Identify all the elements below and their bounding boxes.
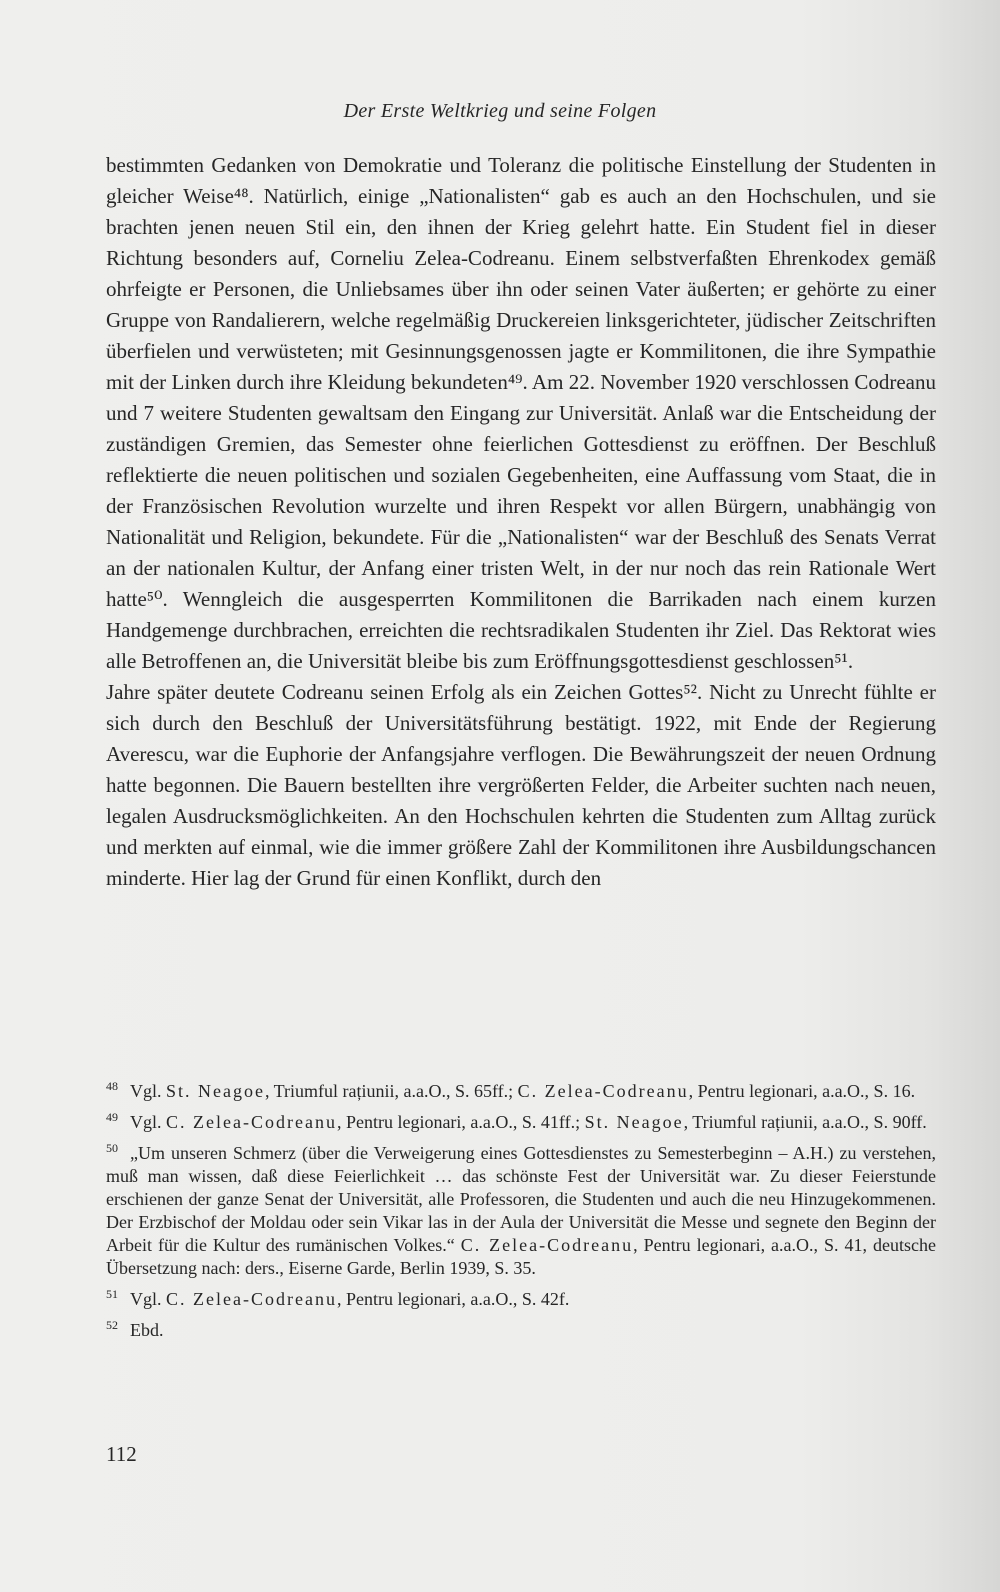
footnote-number: 49 [106, 1110, 118, 1124]
footnote-author: C. Zelea-Codreanu [517, 1081, 689, 1101]
footnote-text: , Pentru legionari, a.a.O., S. 16. [688, 1081, 916, 1101]
footnote-text: , Triumful rațiunii, a.a.O., S. 90ff. [683, 1112, 927, 1132]
paragraph-2: Jahre später deutete Codreanu seinen Erfolg als ein Zeichen Gottes⁵². Nicht zu Unrecht fühlte er sich durch den Beschluß der Universitätsführung bestätigt. 1922, mit Ende der Regierung Averescu, war die Euphorie der Anfangsjahre verflogen. Die Bewährungszeit der neuen Ordnung hatte begonnen. Die Bauern bestellten ihre vergrößerten Felder, die Arbeiter suchten nach neuen, legalen Ausdrucksmöglichkeiten. An den Hochschulen kehrten die Studenten zum Alltag zurück und merkten auf einmal, wie die immer größere Zahl der Kommilitonen ihre Ausbildungschancen minderte. Hier lag der Grund für einen Konflikt, durch den [106, 680, 936, 890]
footnote-49 [106, 1106, 936, 1134]
footnote-author: C. Zelea-Codreanu [166, 1289, 337, 1309]
footnote-number: 50 [106, 1141, 118, 1155]
footnote-51 [106, 1283, 936, 1311]
footnote-text: Vgl. [130, 1081, 166, 1101]
page-number: 112 [106, 1442, 137, 1466]
footnote-52 [106, 1314, 936, 1342]
main-text [106, 150, 936, 894]
footnote-text: , Pentru legionari, a.a.O., S. 42f. [336, 1289, 570, 1309]
footnote-author: St. Neagoe [166, 1081, 265, 1101]
footnote-text: , Pentru legionari, a.a.O., S. 41ff.; [336, 1112, 585, 1132]
footnotes [106, 1075, 936, 1345]
footnote-number: 52 [106, 1318, 118, 1332]
footnote-text: Ebd. [130, 1320, 164, 1340]
footnote-text: , Triumful rațiunii, a.a.O., S. 65ff.; [264, 1081, 518, 1101]
paragraph-1: bestimmten Gedanken von Demokratie und Toleranz die politische Einstellung der Studenten in gleicher Weise⁴⁸. Natürlich, einige „Nationalisten“ gab es auch an den Hochschulen, und sie brachten jenen neuen Stil ein, den ihnen der Krieg gelehrt hatte. Ein Student fiel in dieser Richtung besonders auf, Corneliu Zelea-Codreanu. Einem selbstverfaßten Ehrenkodex gemäß ohrfeigte er Personen, die Unliebsames über ihn oder seinen Vater äußerten; er gehörte zu einer Gruppe von Randalierern, welche regelmäßig Druckereien linksgerichteter, jüdischer Zeitschriften überfielen und verwüsteten; mit Gesinnungsgenossen jagte er Kommilitonen, die ihre Sympathie mit der Linken durch ihre Kleidung bekundeten⁴⁹. Am 22. November 1920 verschlossen Codreanu und 7 weitere Studenten gewaltsam den Eingang zur Universität. Anlaß war die Entscheidung der zuständigen Gremien, das Semester ohne feierlichen Gottesdienst zu eröffnen. Der Beschluß reflektierte die neuen politischen und sozialen Gegebenheiten, eine Auffassung vom Staat, die in der Französischen Revolution wurzelte und ihren Respekt vor allen Bürgern, unabhängig von Nationalität und Religion, bekundete. Für die „Nationalisten“ war der Beschluß des Senats Verrat an der nationalen Kultur, der Anfang einer tristen Welt, in der nur noch das rein Rationale Wert hatte⁵⁰. Wenngleich die ausgesperrten Kommilitonen die Barrikaden nach einem kurzen Handgemenge durchbrachen, erreichten die rechtsradikalen Studenten ihr Ziel. Das Rektorat wies alle Betroffenen an, die Universität bleibe bis zum Eröffnungsgottesdienst geschlossen⁵¹. [106, 153, 936, 673]
footnote-50 [106, 1137, 936, 1280]
footnote-author: St. Neagoe [584, 1112, 684, 1132]
footnote-author: C. Zelea-Codreanu [460, 1235, 634, 1255]
footnote-text: Vgl. [130, 1112, 166, 1132]
footnote-48 [106, 1075, 936, 1103]
footnote-number: 48 [106, 1079, 118, 1093]
footnote-number: 51 [106, 1287, 118, 1301]
footnote-text: , Pentru legionari, a.a.O., S. 41, deutsche Übersetzung nach: ders., Eiserne Garde, Berlin 1939, S. 35. [106, 1235, 936, 1278]
footnote-author: C. Zelea-Codreanu [166, 1112, 337, 1132]
running-head: Der Erste Weltkrieg und seine Folgen [343, 100, 657, 122]
footnote-text: Vgl. [130, 1289, 166, 1309]
footnote-text: „Um unseren Schmerz (über die Verweigerung eines Gottesdienstes zu Semesterbeginn – A.H.) zu verstehen, muß man wissen, daß diese Feierlichkeit … das schönste Fest der Universität war. Zu dieser Feierstunde erschienen der ganze Senat der Universität, alle Professoren, die Studenten und auch die neu Hinzugekommenen. Der Erzbischof der Moldau oder sein Vikar las in der Aula der Universität die Messe und segnete den Beginn der Arbeit für die Kultur des rumänischen Volkes.“ [106, 1143, 936, 1255]
